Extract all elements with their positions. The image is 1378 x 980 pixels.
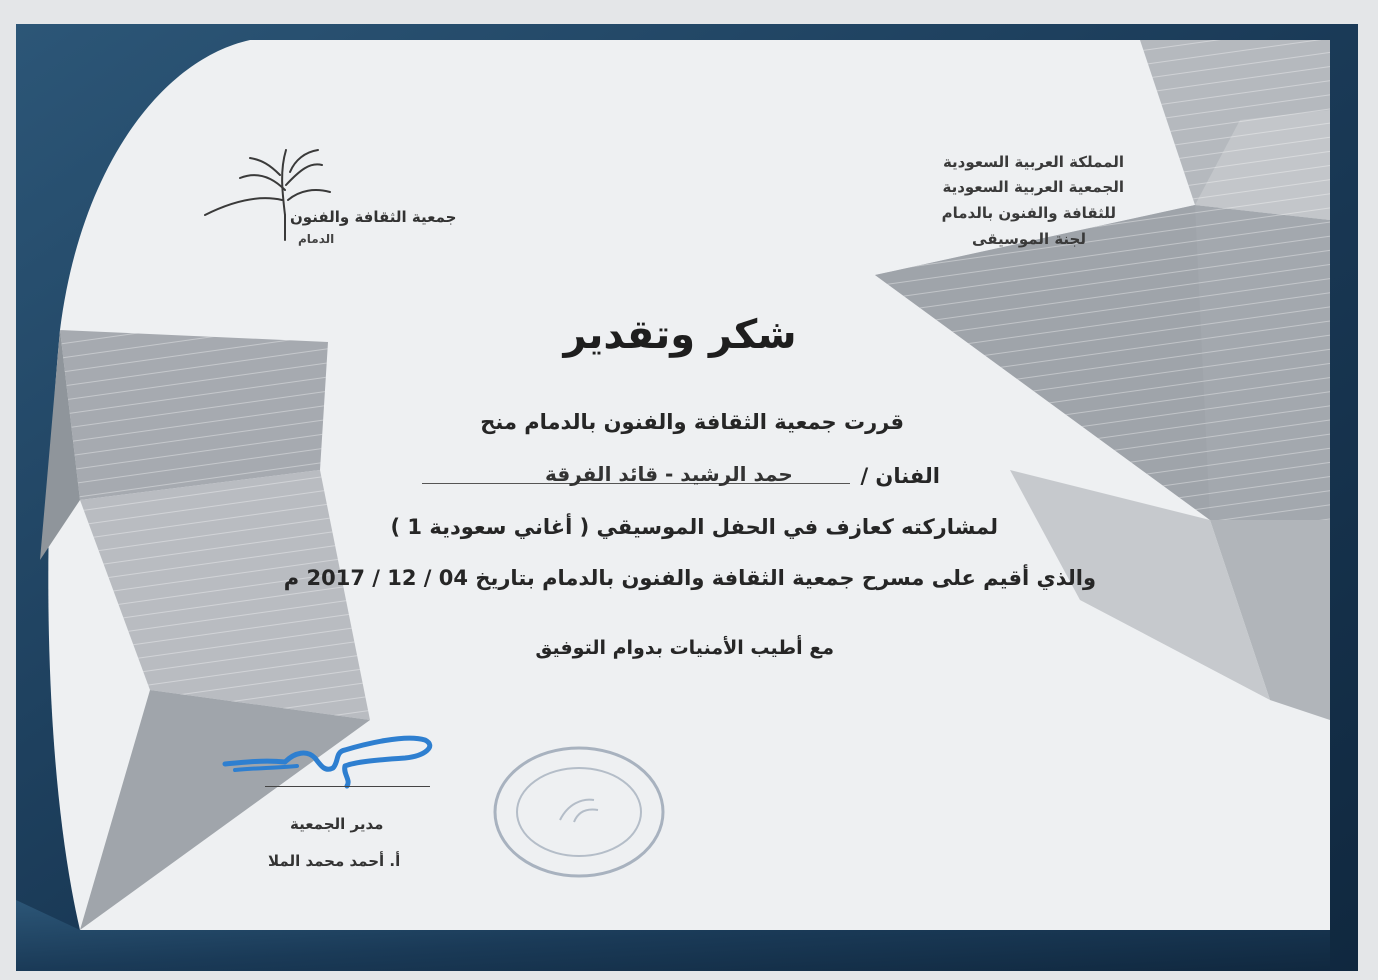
header-society: الجمعية العربية السعودية: [942, 178, 1124, 196]
header-kingdom: المملكة العربية السعودية: [942, 153, 1124, 171]
signature-role: مدير الجمعية: [290, 815, 384, 833]
logo-name: جمعية الثقافة والفنون: [290, 208, 457, 226]
recipient-name: حمد الرشيد - قائد الفرقة: [545, 462, 793, 486]
header-branch: للثقافة والفنون بالدمام: [941, 204, 1116, 222]
reason-line: لمشاركته كعازف في الحفل الموسيقي ( أغاني سعودية 1 ): [390, 515, 998, 539]
handwritten-signature: [215, 722, 445, 792]
venue-line: والذي أقيم على مسرح جمعية الثقافة والفنون بالدمام بتاريخ 04 / 12 / 2017 م: [283, 566, 1096, 590]
header-committee: لجنة الموسيقى: [972, 230, 1086, 248]
official-stamp: [490, 742, 668, 882]
closing-line: مع أطيب الأمنيات بدوام التوفيق: [535, 637, 834, 659]
signature-line: [265, 786, 430, 787]
recipient-label: الفنان /: [860, 464, 940, 488]
certificate-title: شكر وتقدير: [563, 312, 797, 358]
intro-line: قررت جمعية الثقافة والفنون بالدمام منح: [480, 410, 904, 434]
logo-city: الدمام: [298, 232, 335, 246]
signature-name: أ. أحمد محمد الملا: [268, 852, 401, 870]
